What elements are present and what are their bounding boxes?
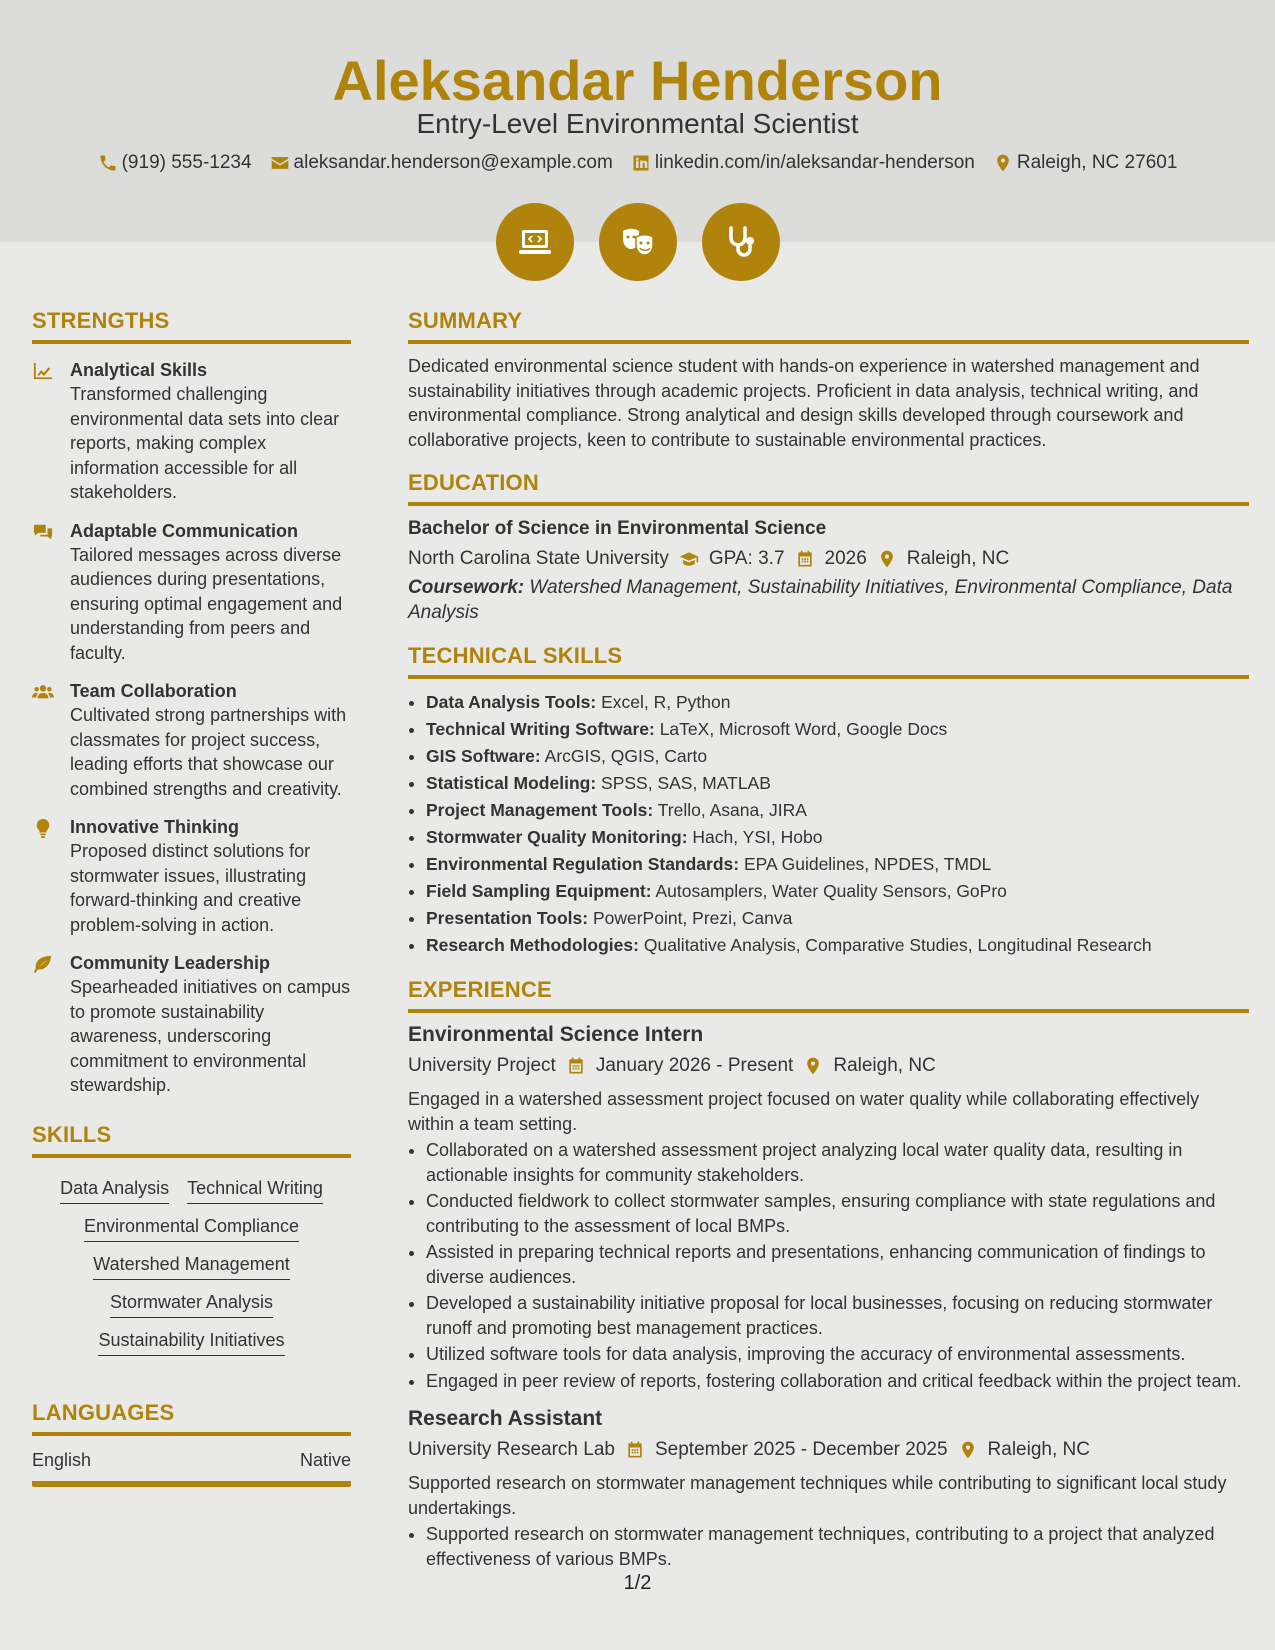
skills-heading: SKILLS [32, 1122, 351, 1158]
phone-icon [98, 153, 118, 173]
technical-skill-item [426, 878, 1249, 905]
left-column [32, 308, 351, 1487]
technical-skill-value: Hach, YSI, Hobo [692, 827, 823, 847]
technical-skill-item [426, 932, 1249, 959]
location-text: Raleigh, NC 27601 [1016, 152, 1178, 173]
technical-skill-label: GIS Software: [426, 746, 541, 766]
lightbulb-icon [32, 815, 56, 937]
calendar-icon [566, 1056, 586, 1076]
technical-skill-label: Field Sampling Equipment: [426, 881, 652, 901]
job-bullet: • Developed a sustainability initiative proposal for local businesses, focusing on reducing stormwater runoff and promoting best management practices. [426, 1291, 1249, 1340]
education-heading: EDUCATION [408, 470, 1249, 506]
skill-tag: Environmental Compliance [84, 1208, 299, 1242]
skill-tag: Sustainability Initiatives [98, 1322, 284, 1356]
users-icon [32, 679, 56, 801]
contact-email[interactable] [270, 152, 613, 174]
job-bullet: • Utilized software tools for data analysis, improving the accuracy of environmental assessments. [426, 1342, 1249, 1367]
technical-skill-value: Excel, R, Python [601, 692, 731, 712]
envelope-icon [270, 153, 290, 173]
contact-location [993, 152, 1178, 174]
job-bullet: • Engaged in peer review of reports, fostering collaboration and critical feedback within the project team. [426, 1369, 1249, 1394]
technical-skill-label: Project Management Tools: [426, 800, 654, 820]
language-name: English [32, 1449, 92, 1470]
job-summary: Supported research on stormwater management techniques while contributing to significant local study undertakings. [408, 1473, 1227, 1518]
technical-skill-label: Statistical Modeling: [426, 773, 597, 793]
map-marker-icon [958, 1440, 978, 1460]
map-marker-icon [877, 549, 897, 569]
map-marker-icon [993, 153, 1013, 173]
job-bullet: • Collaborated on a watershed assessment project analyzing local water quality data, resulting in actionable insights for community stakeholders. [426, 1138, 1249, 1187]
summary-heading: SUMMARY [408, 308, 1249, 344]
technical-skill-value: ArcGIS, QGIS, Carto [544, 746, 708, 766]
page-indicator: 1/2 [623, 1572, 652, 1594]
grad-year: 2026 [824, 548, 867, 569]
school: North Carolina State University [408, 548, 669, 569]
contact-bar [0, 152, 1275, 174]
gpa: GPA: 3.7 [708, 548, 785, 569]
strength-body [70, 951, 351, 1098]
contact-phone[interactable] [98, 152, 252, 174]
job-bullet: • Assisted in preparing technical reports and presentations, enhancing communication of findings to diverse audiences. [426, 1240, 1249, 1289]
technical-skill-value: EPA Guidelines, NPDES, TMDL [743, 854, 992, 874]
job-meta [408, 1439, 1249, 1461]
strength-description: Transformed challenging environmental data sets into clear reports, making complex information accessible for all stakeholders. [70, 384, 340, 502]
strength-title: Innovative Thinking [70, 817, 240, 837]
job-org: University Research Lab [408, 1439, 615, 1460]
job-org: University Project [408, 1055, 556, 1076]
experience-list [408, 1023, 1249, 1571]
job-bullet: • Conducted fieldwork to collect stormwater samples, ensuring compliance with state regulations and contributing to the assessment of local BMPs. [426, 1189, 1249, 1238]
technical-skill-item [426, 851, 1249, 878]
map-marker-icon [803, 1056, 823, 1076]
theater-masks-badge [599, 203, 677, 281]
badge-row [0, 203, 1275, 281]
coursework [408, 576, 1249, 625]
strength-title: Team Collaboration [70, 681, 237, 701]
coursework-text: Watershed Management, Sustainability Initiatives, Environmental Compliance, Data Analysis [408, 577, 1233, 623]
technical-skill-label: Technical Writing Software: [426, 719, 655, 739]
job-title: Environmental Science Intern [408, 1023, 704, 1046]
technical-skill-value: LaTeX, Microsoft Word, Google Docs [659, 719, 948, 739]
strength-description: Tailored messages across diverse audiences during presentations, ensuring optimal engagement and understanding from peers and faculty. [70, 544, 343, 663]
calendar-icon [625, 1440, 645, 1460]
chart-line-icon [32, 358, 56, 505]
technical-skills-list [408, 689, 1249, 959]
strengths-list [32, 358, 351, 1098]
job-dates: September 2025 - December 2025 [654, 1439, 948, 1460]
language-row [32, 1450, 351, 1487]
job-location: Raleigh, NC [833, 1055, 936, 1076]
theater-masks-icon [618, 222, 658, 262]
technical-skill-item [426, 770, 1249, 797]
skills-tags [32, 1166, 351, 1356]
email-text: aleksandar.henderson@example.com [293, 152, 613, 173]
strengths-heading: STRENGTHS [32, 308, 351, 344]
skill-tag: Technical Writing [187, 1170, 323, 1204]
candidate-name: Aleksandar Henderson [332, 49, 943, 112]
technical-skill-item [426, 797, 1249, 824]
strength-item [32, 519, 351, 666]
job-title: Research Assistant [408, 1407, 603, 1430]
job-summary: Engaged in a watershed assessment project focused on water quality while collaborating effectively within a team setting. [408, 1089, 1200, 1134]
skill-tag: Watershed Management [93, 1246, 289, 1280]
strength-body [70, 519, 351, 666]
technical-skill-label: Environmental Regulation Standards: [426, 854, 740, 874]
education-meta [408, 548, 1249, 570]
coursework-label: Coursework: [408, 577, 525, 598]
degree: Bachelor of Science in Environmental Science [408, 518, 827, 539]
languages-heading: LANGUAGES [32, 1400, 351, 1436]
stethoscope-badge [702, 203, 780, 281]
laptop-code-badge [496, 203, 574, 281]
strength-body [70, 815, 351, 937]
technical-skill-label: Stormwater Quality Monitoring: [426, 827, 688, 847]
strength-item [32, 815, 351, 937]
job-meta [408, 1055, 1249, 1077]
job-bullet: • Supported research on stormwater management techniques, contributing to a project that analyzed effectiveness of various BMPs. [426, 1522, 1249, 1571]
strength-item [32, 951, 351, 1098]
technical-skill-item [426, 689, 1249, 716]
graduation-cap-icon [679, 549, 699, 569]
leaf-icon [32, 951, 56, 1098]
contact-linkedin[interactable] [631, 152, 975, 174]
job-dates: January 2026 - Present [595, 1055, 794, 1076]
linkedin-text: linkedin.com/in/aleksandar-henderson [654, 152, 975, 173]
stethoscope-icon [721, 222, 761, 262]
technical-skill-label: Presentation Tools: [426, 908, 589, 928]
experience-heading: EXPERIENCE [408, 977, 1249, 1013]
strength-title: Community Leadership [70, 953, 271, 973]
technical-skill-value: Trello, Asana, JIRA [657, 800, 807, 820]
technical-skills-heading: TECHNICAL SKILLS [408, 643, 1249, 679]
laptop-code-icon [515, 222, 555, 262]
technical-skill-value: PowerPoint, Prezi, Canva [592, 908, 793, 928]
job-bullets [408, 1522, 1249, 1571]
technical-skill-item [426, 824, 1249, 851]
summary-text: Dedicated environmental science student with hands-on experience in watershed management and sustainability initiatives through academic projects. Proficient in data analysis, technical writing, and environmental compliance. Strong analytical and design skills developed through coursework and collaborative projects, keen to contribute to sustainable environmental practices. [408, 356, 1200, 450]
strength-item [32, 679, 351, 801]
skill-tag: Data Analysis [60, 1170, 169, 1204]
strength-item [32, 358, 351, 505]
skill-tag: Stormwater Analysis [110, 1284, 273, 1318]
strength-body [70, 358, 351, 505]
technical-skill-value: Autosamplers, Water Quality Sensors, GoPro [655, 881, 1007, 901]
strength-description: Proposed distinct solutions for stormwater issues, illustrating forward-thinking and creative problem-solving in action. [70, 841, 311, 935]
job-entry [408, 1407, 1249, 1571]
language-level: Native [299, 1449, 351, 1470]
job-title: Entry-Level Environmental Scientist [416, 108, 859, 139]
technical-skill-item [426, 743, 1249, 770]
technical-skill-item [426, 905, 1249, 932]
technical-skill-value: SPSS, SAS, MATLAB [601, 773, 771, 793]
linkedin-icon [631, 153, 651, 173]
job-bullets [408, 1138, 1249, 1393]
strength-body [70, 679, 351, 801]
strength-description: Spearheaded initiatives on campus to promote sustainability awareness, underscoring commitment to environmental stewardship. [70, 977, 351, 1095]
job-location: Raleigh, NC [987, 1439, 1090, 1460]
job-entry [408, 1023, 1249, 1393]
comments-icon [32, 519, 56, 666]
technical-skill-label: Data Analysis Tools: [426, 692, 597, 712]
technical-skill-value: Qualitative Analysis, Comparative Studies, Longitudinal Research [643, 935, 1152, 955]
strength-description: Cultivated strong partnerships with classmates for project success, leading efforts that showcase our combined strengths and creativity. [70, 705, 347, 799]
technical-skill-label: Research Methodologies: [426, 935, 639, 955]
strength-title: Analytical Skills [70, 360, 208, 380]
education-location: Raleigh, NC [906, 548, 1010, 569]
phone-text: (919) 555-1234 [121, 152, 252, 173]
technical-skill-item [426, 716, 1249, 743]
right-column [408, 308, 1249, 1573]
strength-title: Adaptable Communication [70, 520, 299, 541]
calendar-icon [795, 549, 815, 569]
